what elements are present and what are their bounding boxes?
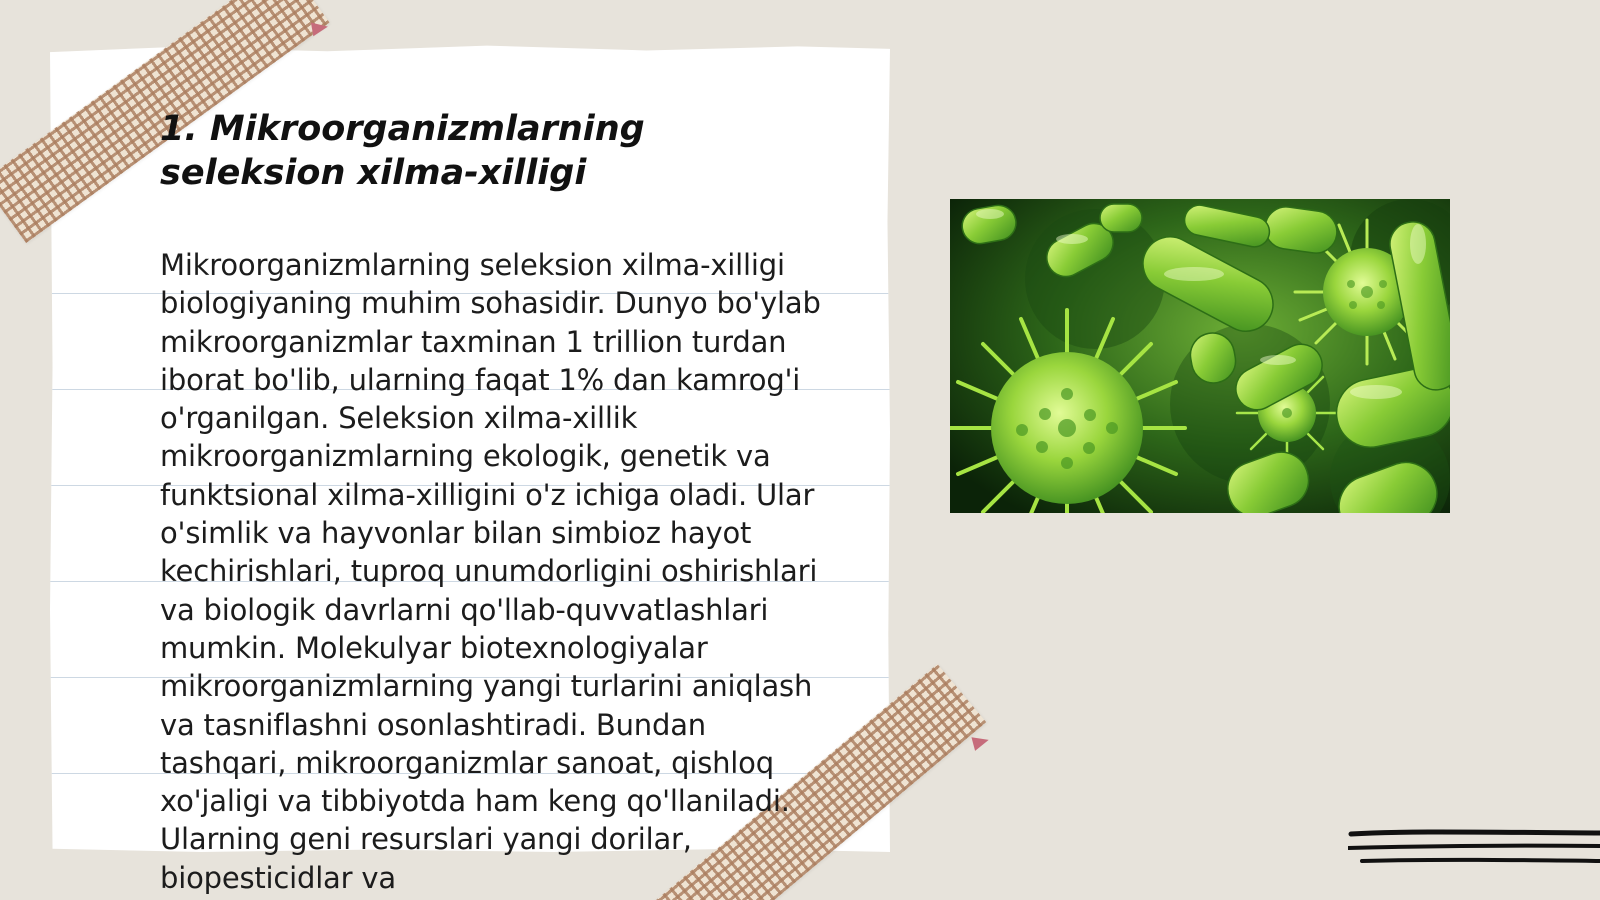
slide-title: 1. Mikroorganizmlarning seleksion xilma-xilligi <box>160 109 645 193</box>
tape-pin-icon <box>311 20 329 37</box>
brush-lines-icon <box>1348 826 1600 870</box>
microorganisms-image <box>950 199 1450 513</box>
slide-body-text: Mikroorganizmlarning seleksion xilma-xilligi biologiyaning muhim sohasidir. Dunyo bo'ylab mikroorganizmlar taxminan 1 trillion turdan iborat bo'lib, ularning faqat 1% dan kamrog'i o'rganilgan. Seleksion xilma-xillik mikroorganizmlarning ekologik, genetik va funktsional xilma-xilligini o'z ichiga oladi. Ular o'simlik va hayvonlar bilan simbioz hayot kechirishlari, tuproq unumdorligini oshirishlari va biologik davrlarni qo'llab-quvvatlashlari mumkin. Molekulyar biotexnologiyalar mikroorganizmlarning yangi turlarini aniqlash va tasniflashni osonlashtiradi. Bundan tashqari, mikroorganizmlar sanoat, qishloq xo'jaligi va tibbiyotda ham keng qo'llaniladi. Ularning geni resurslari yangi dorilar, biopesticidlar va <box>160 248 821 895</box>
tape-pin-icon <box>971 733 990 751</box>
